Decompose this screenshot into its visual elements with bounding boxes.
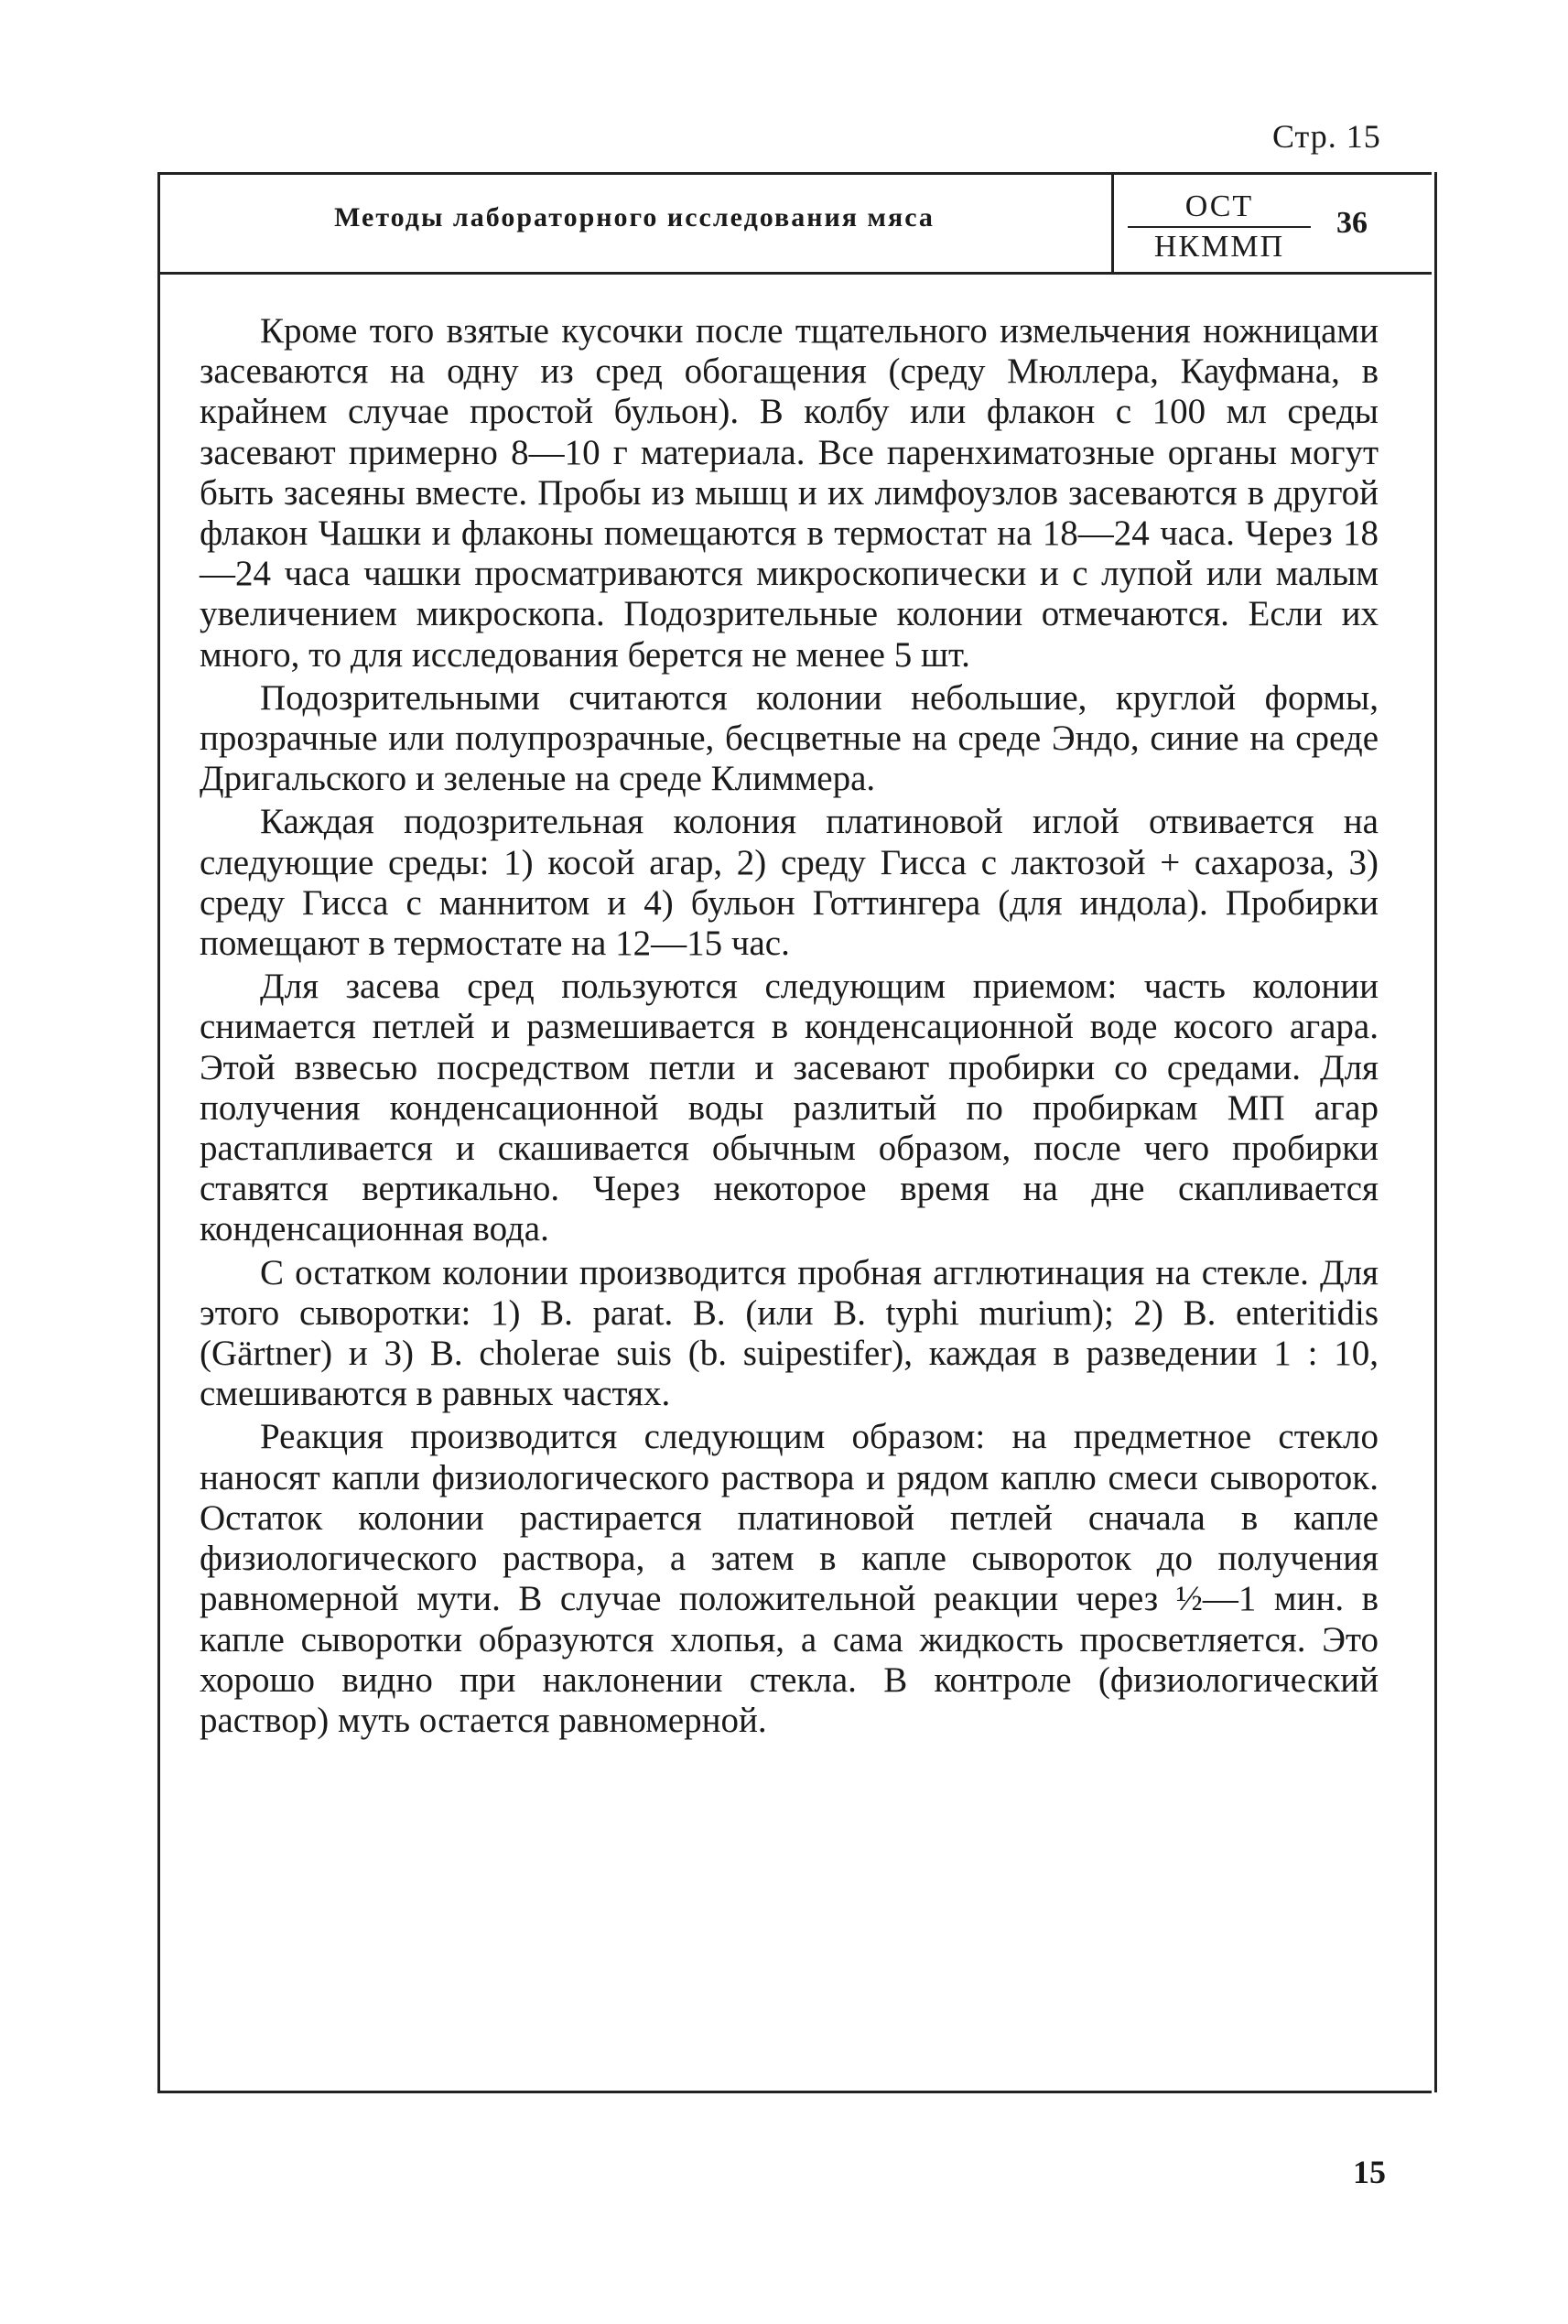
bottom-rule bbox=[157, 2091, 1432, 2093]
standard-code bbox=[1128, 189, 1311, 265]
document-header bbox=[157, 172, 1432, 275]
header-title: Методы лабораторного исследования мяса bbox=[334, 202, 935, 232]
body-text bbox=[200, 311, 1379, 1744]
page-label: Стр. 15 bbox=[1272, 118, 1381, 155]
standard-top: ОСТ bbox=[1128, 189, 1311, 228]
header-divider bbox=[1111, 175, 1114, 275]
page-number: 15 bbox=[1353, 2154, 1386, 2190]
paragraph: Подозрительными считаются колонии небольшие, круглой формы, прозрачные или полупрозрачные, бесцветные на среде Эндо, синие на среде Дригальского и зеленые на среде Климмера. bbox=[200, 677, 1379, 799]
paragraph: Реакция производится следующим образом: на предметное стекло наносят капли физиологического раствора и рядом каплю смеси сывороток. Остаток колонии растирается платиновой петлей сначала в капле физиологического раствора, а затем в капле сывороток до получения равномерной мути. В случае положительной реакции через ½—1 мин. в капле сыворотки образуются хлопья, а сама жидкость просветляется. Это хорошо видно при наклонении стекла. В контроле (физиологический раствор) муть остается равномерной. bbox=[200, 1417, 1379, 1740]
paragraph: Каждая подозрительная колония платиновой иглой отвивается на следующие среды: 1) косой агар, 2) среду Гисса с лактозой + сахароза, 3) среду Гисса с маннитом и 4) бульон Готтингера (для индола). Пробирки помещают в термостате на 12—15 час. bbox=[200, 802, 1379, 964]
paragraph: Кроме того взятые кусочки после тщательного измельчения ножницами засеваются на одну из сред обогащения (среду Мюллера, Кауфмана, в крайнем случае простой бульон). В колбу или флакон с 100 мл среды засевают примерно 8—10 г материала. Все паренхиматозные органы могут быть засеяны вместе. Пробы из мышц и их лимфоузлов засеваются в другой флакон Чашки и флаконы помещаются в термостат на 18—24 часа. Через 18—24 часа чашки просматриваются микроскопически и с лупой или малым увеличением микроскопа. Подозрительные колонии отмечаются. Если их много, то для исследования берется не менее 5 шт. bbox=[200, 311, 1379, 675]
paragraph: С остатком колонии производится пробная агглютинация на стекле. Для этого сыворотки: 1) B. parat. B. (или B. typhi murium); 2) B. enteritidis (Gärtner) и 3) B. cholerae suis (b. suipestifer), каждая в разведении 1 : 10, смешиваются в равных частях. bbox=[200, 1252, 1379, 1414]
paragraph: Для засева сред пользуются следующим приемом: часть колонии снимается петлей и размешивается в конденсационной воде косого агара. Этой взвесью посредством петли и засевают пробирки со средами. Для получения конденсационной воды разлитый по пробиркам МП агар растапливается и скашивается обычным образом, после чего пробирки ставятся вертикально. Через некоторое время на дне скапливается конденсационная вода. bbox=[200, 967, 1379, 1249]
standard-bottom: НКММП bbox=[1153, 230, 1285, 264]
standard-number: 36 bbox=[1336, 206, 1368, 240]
